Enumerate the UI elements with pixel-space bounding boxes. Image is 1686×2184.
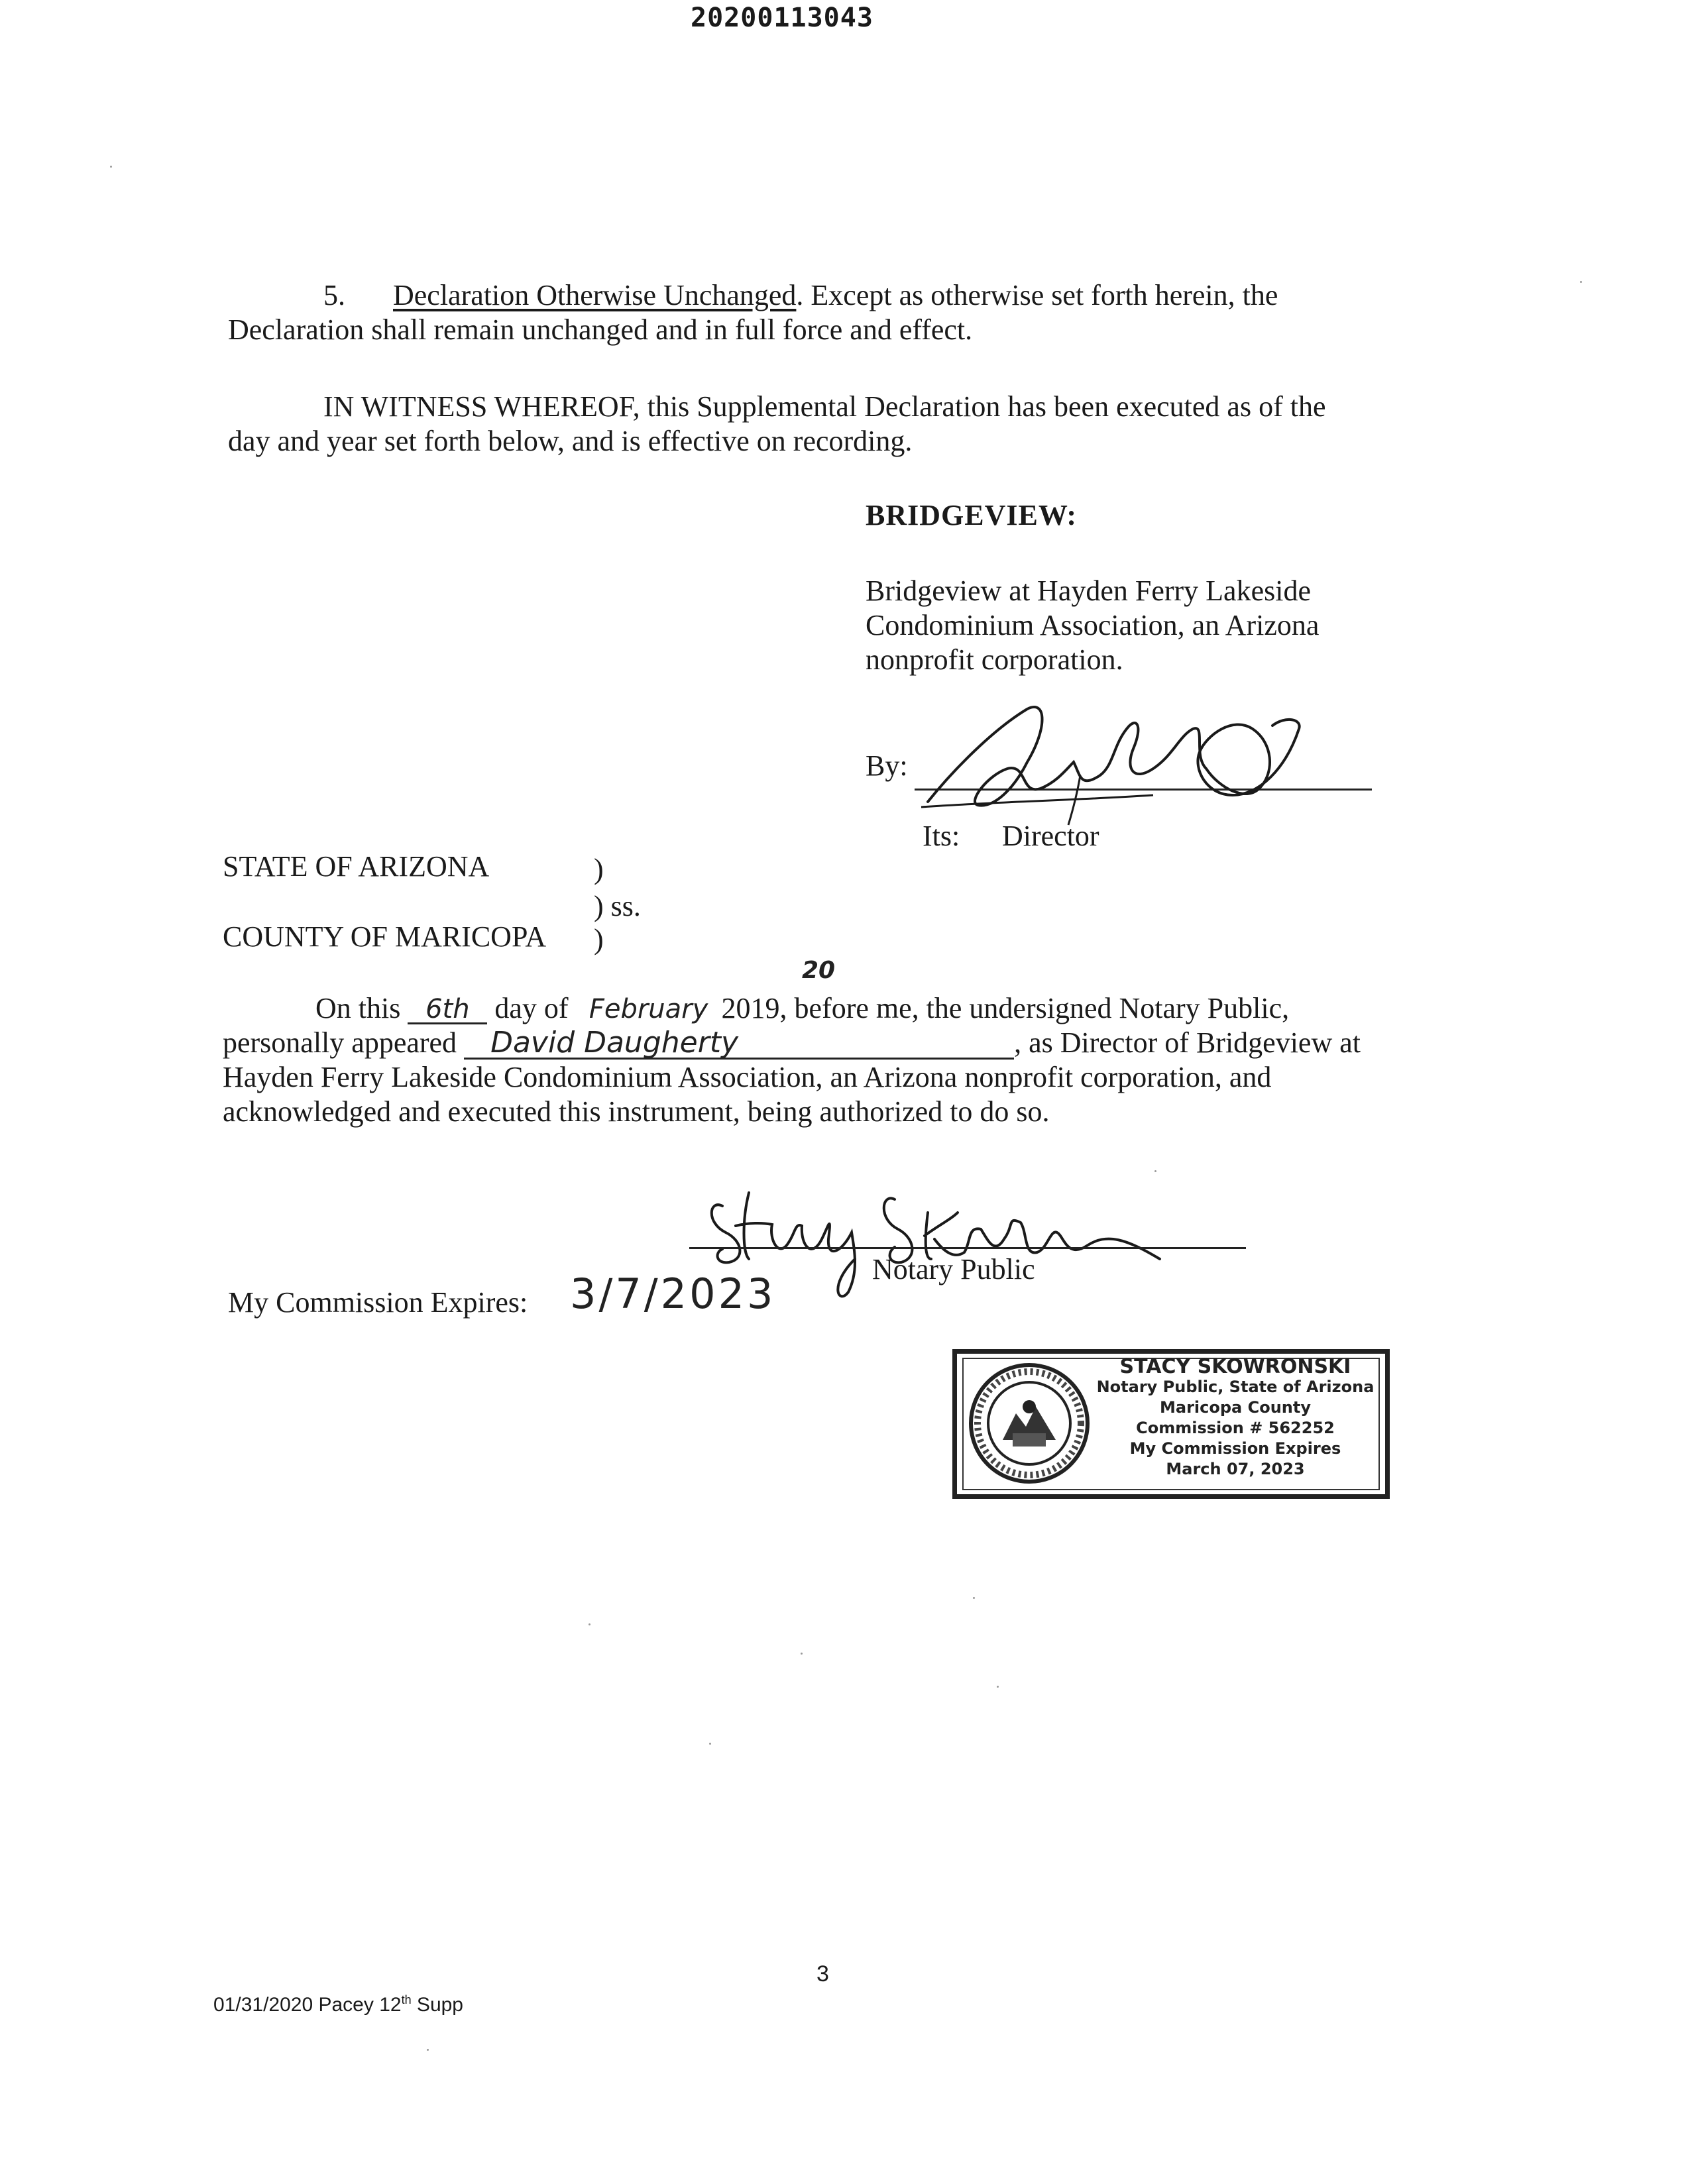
ack-line2 [223,1026,1361,1060]
section-5-line2: Declaration shall remain unchanged and in full force and effect. [228,313,973,346]
notary-title: Notary Public [872,1253,1035,1285]
ack-line2-rest: , as Director of Bridgeview at [1014,1026,1361,1059]
stamp-name: STACY SKOWRONSKI [1119,1355,1351,1378]
scan-speck [973,1597,975,1599]
its-value: Director [1002,820,1099,852]
day-of-label: day of [494,992,569,1024]
scan-speck [589,1623,590,1625]
ack-line4: acknowledged and executed this instrument, being authorized to do so. [223,1095,1050,1128]
on-this-label: On this [315,992,401,1024]
notary-stamp [952,1349,1390,1499]
personally-appeared-label: personally appeared [223,1026,457,1059]
witness-line2: day and year set forth below, and is effective on recording. [228,425,913,457]
stamp-line6: March 07, 2023 [1166,1460,1305,1478]
scan-speck [709,1743,711,1745]
entity-line3: nonprofit corporation. [866,643,1123,676]
by-label: By: [866,749,908,782]
arizona-seal-icon [966,1360,1092,1486]
commission-handwritten: 3/7/2023 [570,1270,776,1318]
stamp-line3: Maricopa County [1160,1398,1311,1417]
its-label: Its: [923,820,960,852]
scan-speck [1580,281,1582,283]
stamp-line5: My Commission Expires [1129,1439,1341,1458]
witness-line1: IN WITNESS WHEREOF, this Supplemental Declaration has been executed as of the [323,390,1326,423]
venue-ss: ) ss. [594,890,641,922]
section-heading: Declaration Otherwise Unchanged [393,279,797,311]
document-id-suffix: Supp [411,1994,463,2016]
document-id [213,1993,463,2016]
commission-label: My Commission Expires: [228,1286,528,1319]
section-number: 5. [323,279,345,311]
ack-line3: Hayden Ferry Lakeside Condominium Association, an Arizona nonprofit corporation, and [223,1061,1272,1093]
scan-speck [1154,1170,1156,1172]
recording-number: 20200113043 [691,3,873,33]
venue-paren-3: ) [594,923,604,956]
venue-paren-1: ) [594,853,604,885]
scan-speck [801,1653,803,1655]
document-id-sup: th [401,1993,412,2006]
stamp-text-block [1090,1356,1381,1480]
entity-line1: Bridgeview at Hayden Ferry Lakeside [866,574,1311,607]
document-id-prefix: 01/31/2020 Pacey 12 [213,1994,402,2016]
stamp-line2: Notary Public, State of Arizona [1096,1378,1375,1396]
year-printed: 2019 [721,992,780,1024]
venue-state: STATE OF ARIZONA [223,850,490,883]
section-text-1: . Except as otherwise set forth herein, the [796,279,1278,311]
venue-county: COUNTY OF MARICOPA [223,920,547,953]
ack-line1-rest: , before me, the undersigned Notary Public, [779,992,1290,1024]
month-handwritten: February [589,994,708,1024]
page-number: 3 [816,1961,829,1987]
stamp-line4: Commission # 562252 [1136,1419,1335,1437]
party-label: BRIDGEVIEW: [866,499,1078,531]
entity-line2: Condominium Association, an Arizona [866,609,1320,641]
year-correction: 20 [802,957,836,984]
section-5-line1 [323,278,1278,312]
day-handwritten: 6th [408,996,487,1024]
notary-signature-line [689,1247,1246,1249]
director-signature [915,689,1325,842]
name-handwritten: David Daugherty [464,1028,1014,1060]
ack-line1 [315,991,1289,1025]
scan-speck [427,2049,429,2051]
scan-speck [997,1686,999,1688]
scan-speck [110,166,112,168]
